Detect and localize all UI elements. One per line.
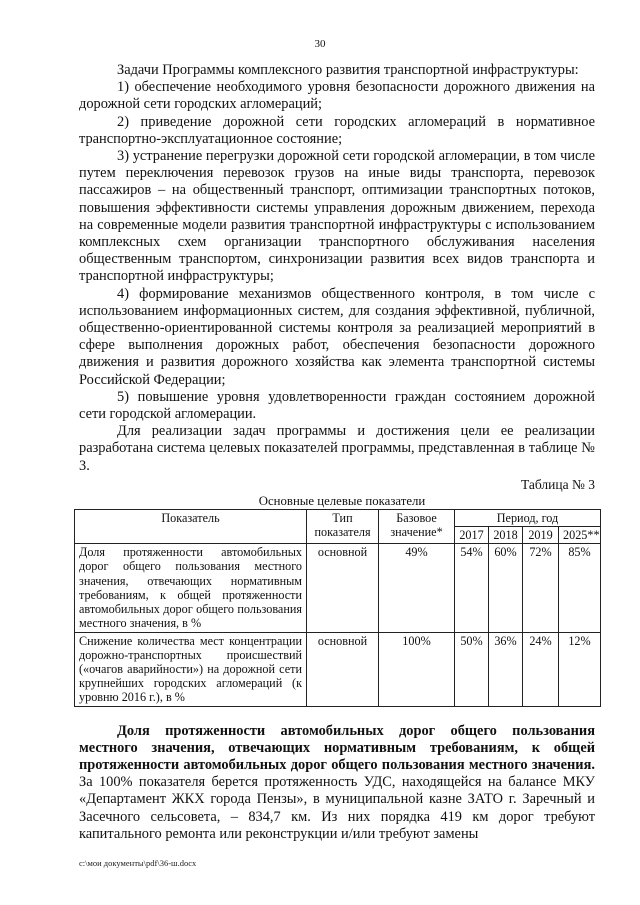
row1-2019: 72% — [523, 544, 559, 632]
table-label: Таблица № 3 — [521, 476, 595, 492]
row2-2017: 50% — [455, 632, 489, 706]
row1-2017: 54% — [455, 544, 489, 632]
row2-2025: 12% — [559, 632, 601, 706]
table-caption: Основные целевые показатели — [258, 493, 426, 508]
task-item-2: 2) приведение дорожной сети городских агломераций в нормативное транспортно-эксплуатационное состояние; — [79, 113, 595, 147]
indicator-heading: Доля протяженности автомобильных дорог общего пользования местного значения, отвечающих нормативным требованиям, к общей протяженности автомобильных дорог общего пользования местного значения. — [79, 722, 595, 773]
targets-table — [74, 509, 601, 707]
row2-indicator: Снижение количества мест концентрации дорожно-транспортных происшествий («очагов аварийности») на дорожной сети крупнейших городских агломераций (к уровню 2016 г.), в % — [75, 632, 307, 706]
row1-type: основной — [307, 544, 379, 632]
header-period: Период, год — [455, 509, 601, 526]
document-body — [79, 62, 600, 857]
task-item-3: 3) устранение перегрузки дорожной сети городской агломерации, в том числе путем переключения перевозок грузов на иные виды транспорта, перевозок пассажиров – на общественный транспорт, оптимизации транспортных потоков, повышения эффективности системы управления дорожным движением, перехода на современные модели развития транспортной инфраструктуры с использованием комплексных схем организации транспортного обслуживания населения общественным транспортом, синхронизации развития всех видов транспорта и транспортной инфраструктуры; — [79, 148, 595, 285]
row2-2019: 24% — [523, 632, 559, 706]
header-year-2017: 2017 — [455, 527, 489, 544]
footer-file-path: c:\мои документы\pdf\36-ш.docx — [79, 858, 197, 868]
row1-2025: 85% — [559, 544, 601, 632]
indicator-description — [79, 723, 595, 843]
header-type: Тип показателя — [307, 509, 379, 543]
row2-base: 100% — [379, 632, 455, 706]
task-item-4: 4) формирование механизмов общественного контроля, в том числе с использованием информационных систем, для создания эффективной, публичной, общественно-ориентированной системы контроля за реализацией мероприятий в сфере выполнения дорожных работ, обеспечения безопасности дорожного движения и развития дорожного хозяйства как элемента транспортной системы Российской Федерации; — [79, 285, 595, 388]
row1-2018: 60% — [489, 544, 523, 632]
table-header-row — [75, 509, 601, 526]
header-year-2018: 2018 — [489, 527, 523, 544]
row2-type: основной — [307, 632, 379, 706]
page-number: 30 — [314, 38, 326, 50]
table-row — [75, 632, 601, 706]
row2-2018: 36% — [489, 632, 523, 706]
indicator-text: За 100% показателя берется протяженность УДС, находящейся на балансе МКУ «Департамент ЖКХ города Пензы», в муниципальной казне ЗАТО г. Заречный и Засечного сельсовета, – 834,7 км. Из них порядка 419 км дорог требуют капитального ремонта или реконструкции и/или требуют замены — [79, 774, 595, 842]
task-item-1: 1) обеспечение необходимого уровня безопасности дорожного движения на дорожной сети городских агломераций; — [79, 79, 595, 113]
header-base: Базовое значение* — [379, 509, 455, 543]
header-year-2019: 2019 — [523, 527, 559, 544]
table-row — [75, 544, 601, 632]
intro-paragraph: Задачи Программы комплексного развития транспортной инфраструктуры: — [117, 62, 579, 78]
summary-paragraph: Для реализации задач программы и достижения цели ее реализации разработана система целевых показателей программы, представленная в таблице № 3. — [79, 423, 595, 474]
header-indicator: Показатель — [75, 509, 307, 543]
row1-base: 49% — [379, 544, 455, 632]
header-year-2025: 2025** — [559, 527, 601, 544]
task-item-5: 5) повышение уровня удовлетворенности граждан состоянием дорожной сети городской агломерации. — [79, 388, 595, 423]
row1-indicator: Доля протяженности автомобильных дорог общего пользования местного значения, отвечающих нормативным требованиям, к общей протяженности автомобильных дорог общего пользования местного значения, в % — [75, 544, 307, 632]
